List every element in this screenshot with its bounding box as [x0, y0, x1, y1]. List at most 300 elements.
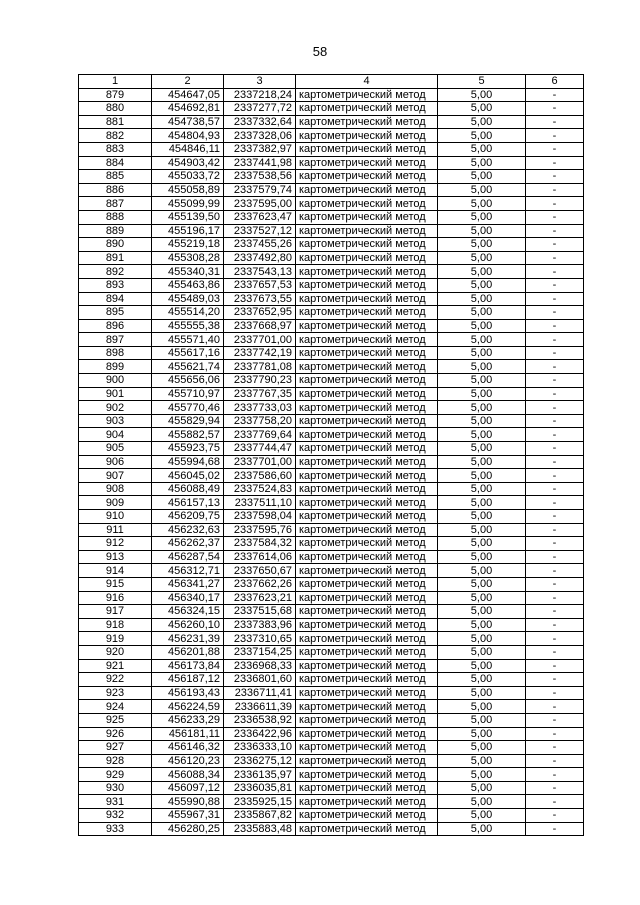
- table-row: [79, 224, 584, 238]
- y-coordinate-cell: 2336035,81: [224, 781, 296, 795]
- x-coordinate-cell: 455514,20: [152, 306, 224, 320]
- x-coordinate-cell: 456120,23: [152, 754, 224, 768]
- y-coordinate-cell: 2337382,97: [224, 142, 296, 156]
- y-coordinate-cell: 2337767,35: [224, 387, 296, 401]
- x-coordinate-cell: 454804,93: [152, 129, 224, 143]
- x-coordinate-cell: 455555,38: [152, 319, 224, 333]
- y-coordinate-cell: 2337623,47: [224, 210, 296, 224]
- note-cell: -: [526, 700, 584, 714]
- table-row: [79, 428, 584, 442]
- note-cell: -: [526, 224, 584, 238]
- note-cell: -: [526, 251, 584, 265]
- table-row: [79, 632, 584, 646]
- y-coordinate-cell: 2337623,21: [224, 591, 296, 605]
- point-number-cell: 891: [79, 251, 152, 265]
- header-cell: 2: [152, 75, 224, 89]
- x-coordinate-cell: 456324,15: [152, 605, 224, 619]
- method-cell: картометрический метод: [296, 142, 438, 156]
- note-cell: -: [526, 686, 584, 700]
- method-cell: картометрический метод: [296, 129, 438, 143]
- accuracy-cell: 5,00: [438, 605, 526, 619]
- x-coordinate-cell: 455656,06: [152, 374, 224, 388]
- note-cell: -: [526, 333, 584, 347]
- note-cell: -: [526, 510, 584, 524]
- y-coordinate-cell: 2336275,12: [224, 754, 296, 768]
- accuracy-cell: 5,00: [438, 142, 526, 156]
- table-row: [79, 387, 584, 401]
- y-coordinate-cell: 2337595,76: [224, 523, 296, 537]
- table-row: [79, 713, 584, 727]
- x-coordinate-cell: 456173,84: [152, 659, 224, 673]
- point-number-cell: 882: [79, 129, 152, 143]
- point-number-cell: 898: [79, 346, 152, 360]
- method-cell: картометрический метод: [296, 156, 438, 170]
- accuracy-cell: 5,00: [438, 809, 526, 823]
- y-coordinate-cell: 2337310,65: [224, 632, 296, 646]
- accuracy-cell: 5,00: [438, 822, 526, 836]
- y-coordinate-cell: 2335883,48: [224, 822, 296, 836]
- table-row: [79, 115, 584, 129]
- y-coordinate-cell: 2337733,03: [224, 401, 296, 415]
- accuracy-cell: 5,00: [438, 455, 526, 469]
- method-cell: картометрический метод: [296, 360, 438, 374]
- x-coordinate-cell: 455463,86: [152, 278, 224, 292]
- y-coordinate-cell: 2337595,00: [224, 197, 296, 211]
- note-cell: -: [526, 455, 584, 469]
- point-number-cell: 908: [79, 482, 152, 496]
- method-cell: картометрический метод: [296, 469, 438, 483]
- y-coordinate-cell: 2337455,26: [224, 238, 296, 252]
- point-number-cell: 933: [79, 822, 152, 836]
- point-number-cell: 883: [79, 142, 152, 156]
- point-number-cell: 929: [79, 768, 152, 782]
- accuracy-cell: 5,00: [438, 686, 526, 700]
- accuracy-cell: 5,00: [438, 414, 526, 428]
- y-coordinate-cell: 2336611,39: [224, 700, 296, 714]
- y-coordinate-cell: 2337332,64: [224, 115, 296, 129]
- table-row: [79, 577, 584, 591]
- y-coordinate-cell: 2337742,19: [224, 346, 296, 360]
- note-cell: -: [526, 809, 584, 823]
- point-number-cell: 902: [79, 401, 152, 415]
- y-coordinate-cell: 2336801,60: [224, 673, 296, 687]
- x-coordinate-cell: 456088,34: [152, 768, 224, 782]
- point-number-cell: 901: [79, 387, 152, 401]
- x-coordinate-cell: 455308,28: [152, 251, 224, 265]
- accuracy-cell: 5,00: [438, 741, 526, 755]
- note-cell: -: [526, 102, 584, 116]
- point-number-cell: 916: [79, 591, 152, 605]
- x-coordinate-cell: 455621,74: [152, 360, 224, 374]
- point-number-cell: 918: [79, 618, 152, 632]
- x-coordinate-cell: 456341,27: [152, 577, 224, 591]
- point-number-cell: 880: [79, 102, 152, 116]
- y-coordinate-cell: 2337790,23: [224, 374, 296, 388]
- method-cell: картометрический метод: [296, 754, 438, 768]
- method-cell: картометрический метод: [296, 577, 438, 591]
- table-row: [79, 537, 584, 551]
- method-cell: картометрический метод: [296, 523, 438, 537]
- note-cell: -: [526, 197, 584, 211]
- method-cell: картометрический метод: [296, 374, 438, 388]
- method-cell: картометрический метод: [296, 822, 438, 836]
- y-coordinate-cell: 2335867,82: [224, 809, 296, 823]
- method-cell: картометрический метод: [296, 224, 438, 238]
- x-coordinate-cell: 455340,31: [152, 265, 224, 279]
- note-cell: -: [526, 537, 584, 551]
- y-coordinate-cell: 2337277,72: [224, 102, 296, 116]
- accuracy-cell: 5,00: [438, 197, 526, 211]
- method-cell: картометрический метод: [296, 115, 438, 129]
- point-number-cell: 890: [79, 238, 152, 252]
- method-cell: картометрический метод: [296, 700, 438, 714]
- x-coordinate-cell: 454647,05: [152, 88, 224, 102]
- x-coordinate-cell: 456233,29: [152, 713, 224, 727]
- table-row: [79, 700, 584, 714]
- header-cell: 5: [438, 75, 526, 89]
- accuracy-cell: 5,00: [438, 183, 526, 197]
- method-cell: картометрический метод: [296, 455, 438, 469]
- table-row: [79, 781, 584, 795]
- table-row: [79, 768, 584, 782]
- accuracy-cell: 5,00: [438, 442, 526, 456]
- accuracy-cell: 5,00: [438, 795, 526, 809]
- accuracy-cell: 5,00: [438, 754, 526, 768]
- accuracy-cell: 5,00: [438, 727, 526, 741]
- table-row: [79, 550, 584, 564]
- accuracy-cell: 5,00: [438, 292, 526, 306]
- x-coordinate-cell: 454692,81: [152, 102, 224, 116]
- point-number-cell: 911: [79, 523, 152, 537]
- table-row: [79, 523, 584, 537]
- x-coordinate-cell: 455219,18: [152, 238, 224, 252]
- accuracy-cell: 5,00: [438, 306, 526, 320]
- table-row: [79, 156, 584, 170]
- accuracy-cell: 5,00: [438, 591, 526, 605]
- x-coordinate-cell: 455058,89: [152, 183, 224, 197]
- table-row: [79, 618, 584, 632]
- x-coordinate-cell: 455571,40: [152, 333, 224, 347]
- method-cell: картометрический метод: [296, 482, 438, 496]
- point-number-cell: 899: [79, 360, 152, 374]
- point-number-cell: 925: [79, 713, 152, 727]
- point-number-cell: 926: [79, 727, 152, 741]
- method-cell: картометрический метод: [296, 210, 438, 224]
- method-cell: картометрический метод: [296, 442, 438, 456]
- method-cell: картометрический метод: [296, 510, 438, 524]
- point-number-cell: 905: [79, 442, 152, 456]
- method-cell: картометрический метод: [296, 170, 438, 184]
- y-coordinate-cell: 2337652,95: [224, 306, 296, 320]
- y-coordinate-cell: 2337744,47: [224, 442, 296, 456]
- point-number-cell: 919: [79, 632, 152, 646]
- accuracy-cell: 5,00: [438, 428, 526, 442]
- x-coordinate-cell: 456312,71: [152, 564, 224, 578]
- table-row: [79, 822, 584, 836]
- method-cell: картометрический метод: [296, 605, 438, 619]
- method-cell: картометрический метод: [296, 781, 438, 795]
- table-row: [79, 88, 584, 102]
- note-cell: -: [526, 591, 584, 605]
- method-cell: картометрический метод: [296, 741, 438, 755]
- y-coordinate-cell: 2337441,98: [224, 156, 296, 170]
- y-coordinate-cell: 2337769,64: [224, 428, 296, 442]
- table-row: [79, 659, 584, 673]
- point-number-cell: 913: [79, 550, 152, 564]
- accuracy-cell: 5,00: [438, 537, 526, 551]
- x-coordinate-cell: 456181,11: [152, 727, 224, 741]
- note-cell: -: [526, 713, 584, 727]
- table-row: [79, 482, 584, 496]
- method-cell: картометрический метод: [296, 537, 438, 551]
- point-number-cell: 881: [79, 115, 152, 129]
- y-coordinate-cell: 2337781,08: [224, 360, 296, 374]
- y-coordinate-cell: 2337579,74: [224, 183, 296, 197]
- note-cell: -: [526, 170, 584, 184]
- x-coordinate-cell: 455489,03: [152, 292, 224, 306]
- point-number-cell: 889: [79, 224, 152, 238]
- accuracy-cell: 5,00: [438, 319, 526, 333]
- note-cell: -: [526, 387, 584, 401]
- y-coordinate-cell: 2337662,26: [224, 577, 296, 591]
- note-cell: -: [526, 645, 584, 659]
- y-coordinate-cell: 2337154,25: [224, 645, 296, 659]
- point-number-cell: 895: [79, 306, 152, 320]
- note-cell: -: [526, 319, 584, 333]
- table-row: [79, 265, 584, 279]
- point-number-cell: 907: [79, 469, 152, 483]
- y-coordinate-cell: 2337511,10: [224, 496, 296, 510]
- note-cell: -: [526, 673, 584, 687]
- method-cell: картометрический метод: [296, 496, 438, 510]
- note-cell: -: [526, 577, 584, 591]
- point-number-cell: 921: [79, 659, 152, 673]
- table-row: [79, 183, 584, 197]
- accuracy-cell: 5,00: [438, 523, 526, 537]
- note-cell: -: [526, 428, 584, 442]
- accuracy-cell: 5,00: [438, 659, 526, 673]
- point-number-cell: 894: [79, 292, 152, 306]
- method-cell: картометрический метод: [296, 768, 438, 782]
- x-coordinate-cell: 455923,75: [152, 442, 224, 456]
- header-cell: 6: [526, 75, 584, 89]
- method-cell: картометрический метод: [296, 238, 438, 252]
- accuracy-cell: 5,00: [438, 564, 526, 578]
- method-cell: картометрический метод: [296, 88, 438, 102]
- point-number-cell: 903: [79, 414, 152, 428]
- method-cell: картометрический метод: [296, 292, 438, 306]
- table-row: [79, 142, 584, 156]
- accuracy-cell: 5,00: [438, 238, 526, 252]
- point-number-cell: 915: [79, 577, 152, 591]
- point-number-cell: 923: [79, 686, 152, 700]
- note-cell: -: [526, 469, 584, 483]
- page-number: 58: [312, 44, 328, 59]
- table-row: [79, 170, 584, 184]
- accuracy-cell: 5,00: [438, 88, 526, 102]
- note-cell: -: [526, 727, 584, 741]
- accuracy-cell: 5,00: [438, 496, 526, 510]
- accuracy-cell: 5,00: [438, 618, 526, 632]
- accuracy-cell: 5,00: [438, 210, 526, 224]
- table-row: [79, 360, 584, 374]
- point-number-cell: 893: [79, 278, 152, 292]
- note-cell: -: [526, 142, 584, 156]
- accuracy-cell: 5,00: [438, 469, 526, 483]
- accuracy-cell: 5,00: [438, 673, 526, 687]
- table-row: [79, 645, 584, 659]
- method-cell: картометрический метод: [296, 102, 438, 116]
- point-number-cell: 900: [79, 374, 152, 388]
- table-row: [79, 591, 584, 605]
- y-coordinate-cell: 2337538,56: [224, 170, 296, 184]
- note-cell: -: [526, 442, 584, 456]
- point-number-cell: 897: [79, 333, 152, 347]
- point-number-cell: 910: [79, 510, 152, 524]
- note-cell: -: [526, 523, 584, 537]
- table-row: [79, 129, 584, 143]
- method-cell: картометрический метод: [296, 306, 438, 320]
- y-coordinate-cell: 2337598,04: [224, 510, 296, 524]
- accuracy-cell: 5,00: [438, 102, 526, 116]
- table-row: [79, 238, 584, 252]
- note-cell: -: [526, 360, 584, 374]
- note-cell: -: [526, 129, 584, 143]
- accuracy-cell: 5,00: [438, 115, 526, 129]
- table-row: [79, 102, 584, 116]
- note-cell: -: [526, 401, 584, 415]
- note-cell: -: [526, 605, 584, 619]
- accuracy-cell: 5,00: [438, 577, 526, 591]
- y-coordinate-cell: 2337492,80: [224, 251, 296, 265]
- header-cell: 3: [224, 75, 296, 89]
- y-coordinate-cell: 2335925,15: [224, 795, 296, 809]
- x-coordinate-cell: 456260,10: [152, 618, 224, 632]
- method-cell: картометрический метод: [296, 197, 438, 211]
- accuracy-cell: 5,00: [438, 700, 526, 714]
- method-cell: картометрический метод: [296, 564, 438, 578]
- header-cell: 1: [79, 75, 152, 89]
- method-cell: картометрический метод: [296, 387, 438, 401]
- method-cell: картометрический метод: [296, 333, 438, 347]
- method-cell: картометрический метод: [296, 251, 438, 265]
- point-number-cell: 928: [79, 754, 152, 768]
- y-coordinate-cell: 2336711,41: [224, 686, 296, 700]
- x-coordinate-cell: 456088,49: [152, 482, 224, 496]
- table-row: [79, 469, 584, 483]
- accuracy-cell: 5,00: [438, 170, 526, 184]
- y-coordinate-cell: 2337701,00: [224, 455, 296, 469]
- method-cell: картометрический метод: [296, 319, 438, 333]
- note-cell: -: [526, 346, 584, 360]
- x-coordinate-cell: 456280,25: [152, 822, 224, 836]
- table-row: [79, 442, 584, 456]
- note-cell: -: [526, 550, 584, 564]
- point-number-cell: 909: [79, 496, 152, 510]
- y-coordinate-cell: 2337515,68: [224, 605, 296, 619]
- table-header-row: [79, 75, 584, 89]
- y-coordinate-cell: 2337527,12: [224, 224, 296, 238]
- table-row: [79, 605, 584, 619]
- accuracy-cell: 5,00: [438, 156, 526, 170]
- note-cell: -: [526, 88, 584, 102]
- y-coordinate-cell: 2336333,10: [224, 741, 296, 755]
- x-coordinate-cell: 454738,57: [152, 115, 224, 129]
- point-number-cell: 914: [79, 564, 152, 578]
- point-number-cell: 904: [79, 428, 152, 442]
- accuracy-cell: 5,00: [438, 645, 526, 659]
- x-coordinate-cell: 456157,13: [152, 496, 224, 510]
- accuracy-cell: 5,00: [438, 550, 526, 564]
- y-coordinate-cell: 2336538,92: [224, 713, 296, 727]
- table-row: [79, 319, 584, 333]
- method-cell: картометрический метод: [296, 591, 438, 605]
- coordinates-table: [78, 74, 584, 836]
- y-coordinate-cell: 2337328,06: [224, 129, 296, 143]
- note-cell: -: [526, 238, 584, 252]
- method-cell: картометрический метод: [296, 428, 438, 442]
- accuracy-cell: 5,00: [438, 251, 526, 265]
- x-coordinate-cell: 455196,17: [152, 224, 224, 238]
- accuracy-cell: 5,00: [438, 401, 526, 415]
- y-coordinate-cell: 2337584,32: [224, 537, 296, 551]
- accuracy-cell: 5,00: [438, 768, 526, 782]
- note-cell: -: [526, 374, 584, 388]
- accuracy-cell: 5,00: [438, 346, 526, 360]
- point-number-cell: 912: [79, 537, 152, 551]
- y-coordinate-cell: 2337650,67: [224, 564, 296, 578]
- note-cell: -: [526, 210, 584, 224]
- note-cell: -: [526, 795, 584, 809]
- note-cell: -: [526, 265, 584, 279]
- method-cell: картометрический метод: [296, 550, 438, 564]
- table-row: [79, 306, 584, 320]
- point-number-cell: 896: [79, 319, 152, 333]
- note-cell: -: [526, 768, 584, 782]
- table-row: [79, 510, 584, 524]
- point-number-cell: 931: [79, 795, 152, 809]
- note-cell: -: [526, 564, 584, 578]
- table-row: [79, 455, 584, 469]
- note-cell: -: [526, 754, 584, 768]
- x-coordinate-cell: 455770,46: [152, 401, 224, 415]
- note-cell: -: [526, 183, 584, 197]
- point-number-cell: 932: [79, 809, 152, 823]
- accuracy-cell: 5,00: [438, 129, 526, 143]
- x-coordinate-cell: 456097,12: [152, 781, 224, 795]
- method-cell: картометрический метод: [296, 401, 438, 415]
- x-coordinate-cell: 455099,99: [152, 197, 224, 211]
- method-cell: картометрический метод: [296, 645, 438, 659]
- method-cell: картометрический метод: [296, 414, 438, 428]
- y-coordinate-cell: 2337524,83: [224, 482, 296, 496]
- note-cell: -: [526, 482, 584, 496]
- table-row: [79, 401, 584, 415]
- x-coordinate-cell: 454846,11: [152, 142, 224, 156]
- y-coordinate-cell: 2337543,13: [224, 265, 296, 279]
- x-coordinate-cell: 456231,39: [152, 632, 224, 646]
- method-cell: картометрический метод: [296, 183, 438, 197]
- note-cell: -: [526, 414, 584, 428]
- table-row: [79, 795, 584, 809]
- note-cell: -: [526, 632, 584, 646]
- table-row: [79, 346, 584, 360]
- y-coordinate-cell: 2337701,00: [224, 333, 296, 347]
- table-row: [79, 564, 584, 578]
- x-coordinate-cell: 455617,16: [152, 346, 224, 360]
- table-row: [79, 333, 584, 347]
- table-row: [79, 210, 584, 224]
